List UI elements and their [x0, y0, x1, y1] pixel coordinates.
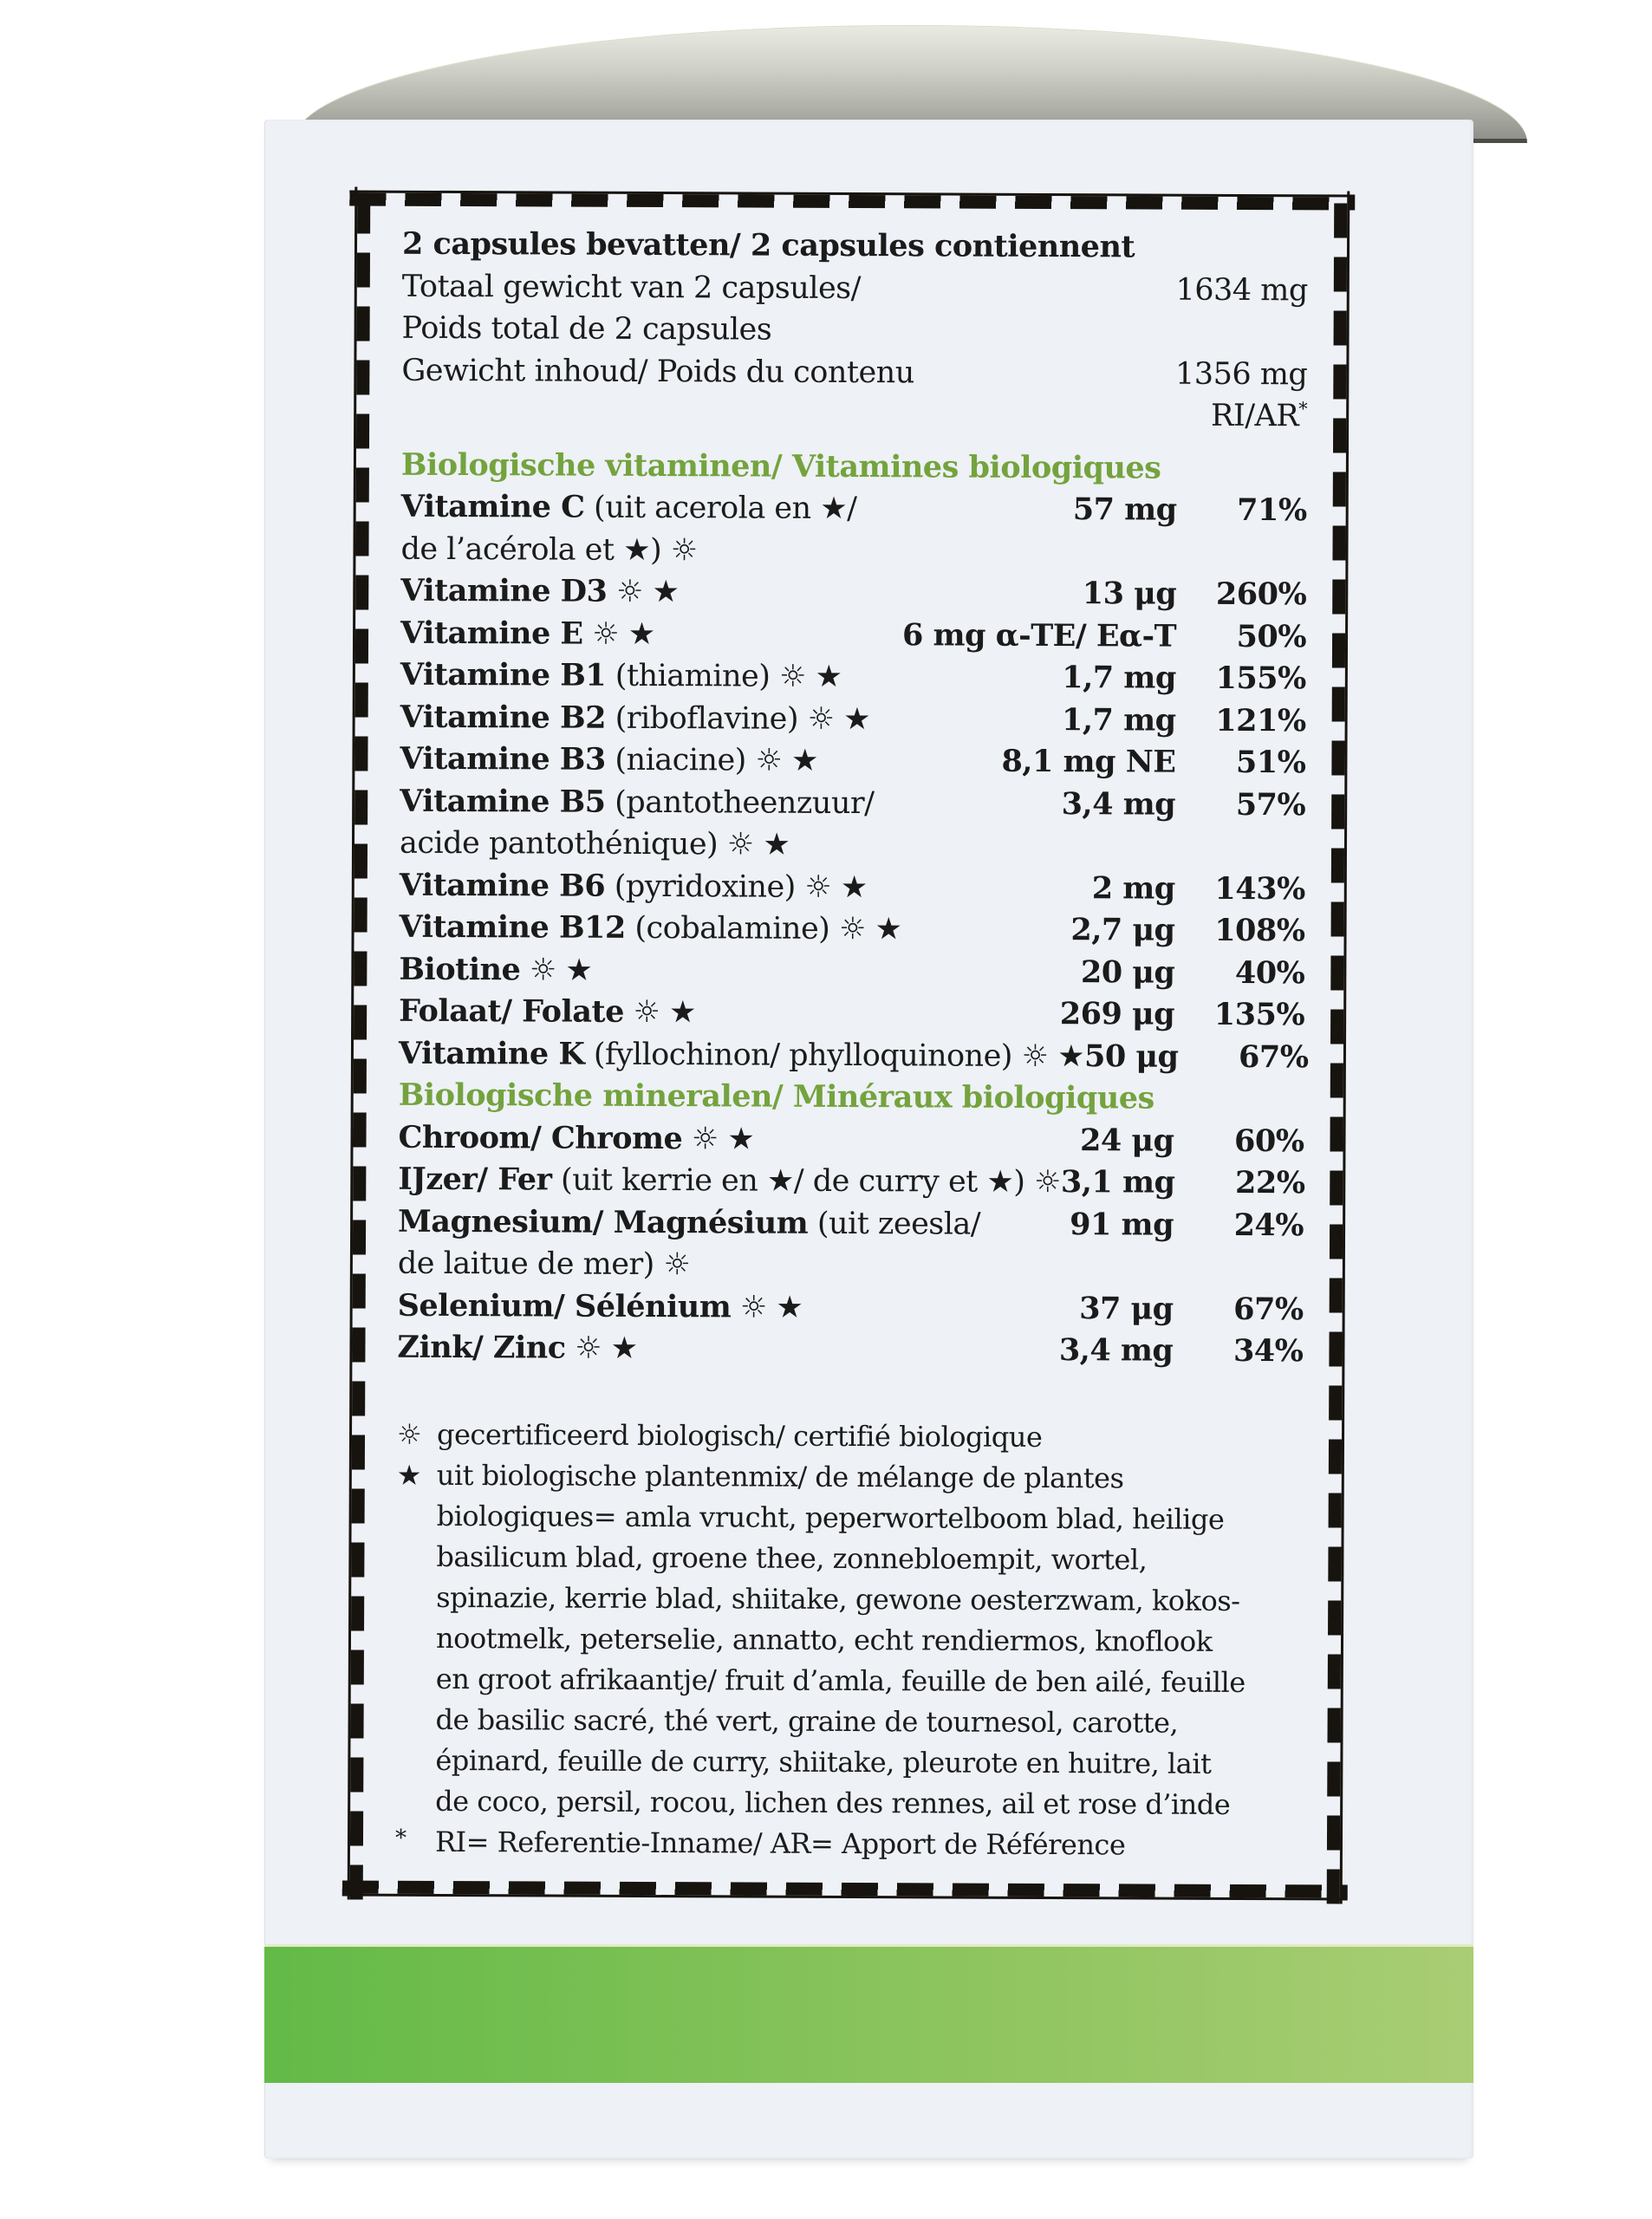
nutrient-row-continuation: de laitue de mer) ☼ [397, 1246, 691, 1283]
nutrient-amount: 6 mg α-TE/ Eα-T [901, 616, 1177, 654]
nutrient-amount: 50 μg [1083, 1038, 1179, 1075]
nutrient-amount: 1,7 mg [1062, 660, 1176, 696]
nutrient-row [400, 612, 1306, 658]
nutrient-rda: 260% [1215, 576, 1307, 613]
nutrient-row [400, 696, 1306, 742]
organic-flower-icon: ☼ [396, 1417, 422, 1451]
nutrient-name: Vitamine D3 [400, 572, 608, 609]
nutrient-amount: 91 mg [1070, 1206, 1174, 1243]
footnote-line: nootmelk, peterselie, annatto, echt rendiermos, knoflook [435, 1621, 1213, 1658]
nutrient-name: Vitamine B12 [399, 908, 626, 946]
nutrient-detail: ☼ ★ [607, 574, 680, 610]
nutrient-rda: 135% [1213, 996, 1305, 1033]
nutrient-detail: (uit zeesla/ [808, 1206, 981, 1242]
content-weight-value: 1356 mg [1175, 356, 1308, 392]
asterisk-icon: * [1298, 398, 1308, 420]
nutrient-row [400, 739, 1305, 784]
nutrient-amount: 13 μg [1082, 576, 1177, 612]
nutrient-amount: 1,7 mg [1061, 701, 1176, 739]
nutrient-name: Vitamine C [400, 488, 585, 525]
nutrient-amount: 2,7 μg [1070, 912, 1175, 948]
nutrient-rda: 50% [1236, 618, 1307, 654]
nutrient-rda: 71% [1237, 491, 1307, 529]
nutrient-detail: ☼ ★ [682, 1121, 755, 1157]
organic-footnote: ☼ gecertificeerd biologisch/ certifié biologique [397, 1414, 1303, 1459]
nutrient-rda: 108% [1214, 912, 1305, 949]
reference-intake-footnote: * RI= Referentie-Inname/ AR= Apport de Référence [395, 1821, 1301, 1866]
green-band [264, 1944, 1473, 2083]
nutrient-detail: ☼ ★ [582, 616, 655, 652]
nutrient-name: Zink/ Zinc [397, 1329, 566, 1366]
nutrient-name: Biotine [399, 951, 521, 987]
nutrient-rda: 40% [1234, 954, 1305, 991]
footnotes [395, 1414, 1303, 1866]
nutrient-row [398, 1159, 1304, 1205]
nutrient-name: Vitamine B6 [399, 867, 606, 904]
total-weight-row-fr: Poids total de 2 capsules [401, 310, 772, 348]
nutrient-row [398, 1201, 1304, 1246]
footnote-line: uit biologische plantenmix/ de mélange de plantes [436, 1458, 1124, 1494]
nutrient-name: Vitamine B2 [400, 699, 607, 736]
nutrient-amount: 57 mg [1072, 491, 1177, 528]
nutrient-name: Vitamine K [398, 1035, 585, 1072]
nutrient-row [399, 991, 1304, 1037]
nutrient-rda: 22% [1234, 1164, 1305, 1201]
nutrient-row [398, 1032, 1309, 1078]
footnote-line: de coco, persil, rocou, lichen des rennes, ail et rose d’inde [435, 1784, 1231, 1821]
nutrient-rda: 34% [1232, 1332, 1304, 1370]
nutrient-amount: 24 μg [1079, 1122, 1174, 1159]
nutrient-row [400, 780, 1305, 826]
nutrient-rda: 24% [1233, 1207, 1304, 1243]
nutrient-row [398, 1285, 1304, 1331]
star-icon: ★ [396, 1458, 422, 1492]
content-weight-row: Gewicht inhoud/ Poids du contenu 1356 mg [401, 349, 1307, 395]
nutrient-row [397, 1327, 1303, 1373]
nutrient-detail: ☼ ★ [520, 952, 593, 988]
plant-mix-footnote [395, 1454, 1303, 1825]
nutrient-row [400, 570, 1306, 616]
vitamins-section-header: Biologische vitaminen/ Vitamines biologiques [400, 446, 1161, 486]
nutrition-panel [348, 191, 1350, 1901]
nutrition-content [395, 224, 1308, 1866]
ri-ar-column-header: RI/AR* [1210, 398, 1308, 434]
nutrient-rda: 57% [1235, 786, 1306, 823]
nutrient-name: Vitamine B1 [400, 656, 607, 693]
nutrient-detail: (thiamine) ☼ ★ [606, 658, 842, 694]
footnote-line: basilicum blad, groene thee, zonnebloempit, wortel, [436, 1539, 1148, 1577]
nutrient-detail: (uit acerola en ★/ [584, 490, 857, 527]
nutrient-name: Selenium/ Sélénium [397, 1287, 732, 1324]
nutrient-rda: 121% [1215, 702, 1306, 739]
nutrient-detail: (pantotheenzuur/ [605, 784, 875, 821]
nutrient-amount: 20 μg [1080, 953, 1175, 991]
nutrient-row-continuation: acide pantothénique) ☼ ★ [399, 825, 790, 862]
footnote-line: épinard, feuille de curry, shiitake, pleurote en huitre, lait [435, 1743, 1212, 1780]
total-weight-row: Totaal gewicht van 2 capsules/ 1634 mg [402, 265, 1308, 311]
nutrient-name: IJzer/ Fer [398, 1161, 552, 1198]
nutrient-name: Vitamine B5 [400, 783, 606, 820]
nutrient-detail: (niacine) ☼ ★ [605, 742, 818, 778]
nutrient-name: Vitamine B3 [400, 740, 606, 778]
nutrient-amount: 2 mg [1091, 869, 1175, 907]
nutrient-rda: 143% [1214, 870, 1305, 907]
nutrient-name: Chroom/ Chrome [398, 1119, 683, 1156]
panel-title: 2 capsules bevatten/ 2 capsules contiennent [401, 225, 1135, 265]
nutrient-row [401, 486, 1307, 532]
nutrient-detail: ☼ ★ [565, 1331, 638, 1366]
nutrient-detail: (uit kerrie en ★/ de curry et ★) ☼ [551, 1162, 1062, 1201]
nutrient-rda: 155% [1215, 660, 1306, 697]
nutrient-amount: 37 μg [1079, 1290, 1174, 1327]
nutrient-amount: 3,1 mg [1060, 1164, 1175, 1201]
nutrient-amount: 8,1 mg NE [1001, 743, 1176, 780]
nutrient-detail: (pyridoxine) ☼ ★ [605, 869, 868, 905]
asterisk-icon: * [394, 1825, 406, 1851]
nutrient-detail: (cobalamine) ☼ ★ [625, 910, 902, 947]
nutrient-row-continuation: de l’acérola et ★) ☼ [400, 531, 698, 568]
nutrient-detail: (riboflavine) ☼ ★ [605, 700, 871, 737]
nutrient-row [400, 864, 1305, 910]
nutrient-amount: 269 μg [1059, 996, 1175, 1032]
nutrient-row [399, 948, 1304, 994]
nutrient-amount: 3,4 mg [1061, 785, 1176, 823]
nutrient-name: Folaat/ Folate [399, 992, 625, 1030]
footnote-line: biologiques= amla vrucht, peperwortelboom blad, heilige [436, 1499, 1225, 1536]
nutrient-row [400, 654, 1306, 700]
total-weight-value: 1634 mg [1175, 272, 1308, 308]
nutrient-detail: (fyllochinon/ phylloquinone) ☼ ★ [584, 1037, 1085, 1074]
nutrient-name: Magnesium/ Magnésium [398, 1203, 809, 1241]
nutrient-rda: 51% [1235, 744, 1306, 781]
nutrient-rda: 60% [1233, 1123, 1304, 1159]
nutrient-detail: ☼ ★ [731, 1289, 803, 1325]
minerals-section-header: Biologische mineralen/ Minéraux biologiques [398, 1077, 1154, 1116]
nutrient-amount: 3,4 mg [1058, 1332, 1174, 1369]
footnote-line: en groot afrikaantje/ fruit d’amla, feuille de ben ailé, feuille [435, 1662, 1246, 1699]
nutrient-rda: 67% [1233, 1291, 1304, 1327]
footnote-line: spinazie, kerrie blad, shiitake, gewone oesterzwam, kokos- [436, 1580, 1240, 1617]
nutrient-name: Vitamine E [400, 615, 583, 652]
nutrient-detail: ☼ ★ [623, 994, 697, 1031]
nutrient-rda: 67% [1238, 1038, 1309, 1075]
footnote-line: de basilic sacré, thé vert, graine de tournesol, carotte, [435, 1702, 1179, 1740]
frame-top [349, 190, 1355, 210]
nutrient-row [399, 907, 1304, 953]
nutrient-row [398, 1116, 1304, 1162]
